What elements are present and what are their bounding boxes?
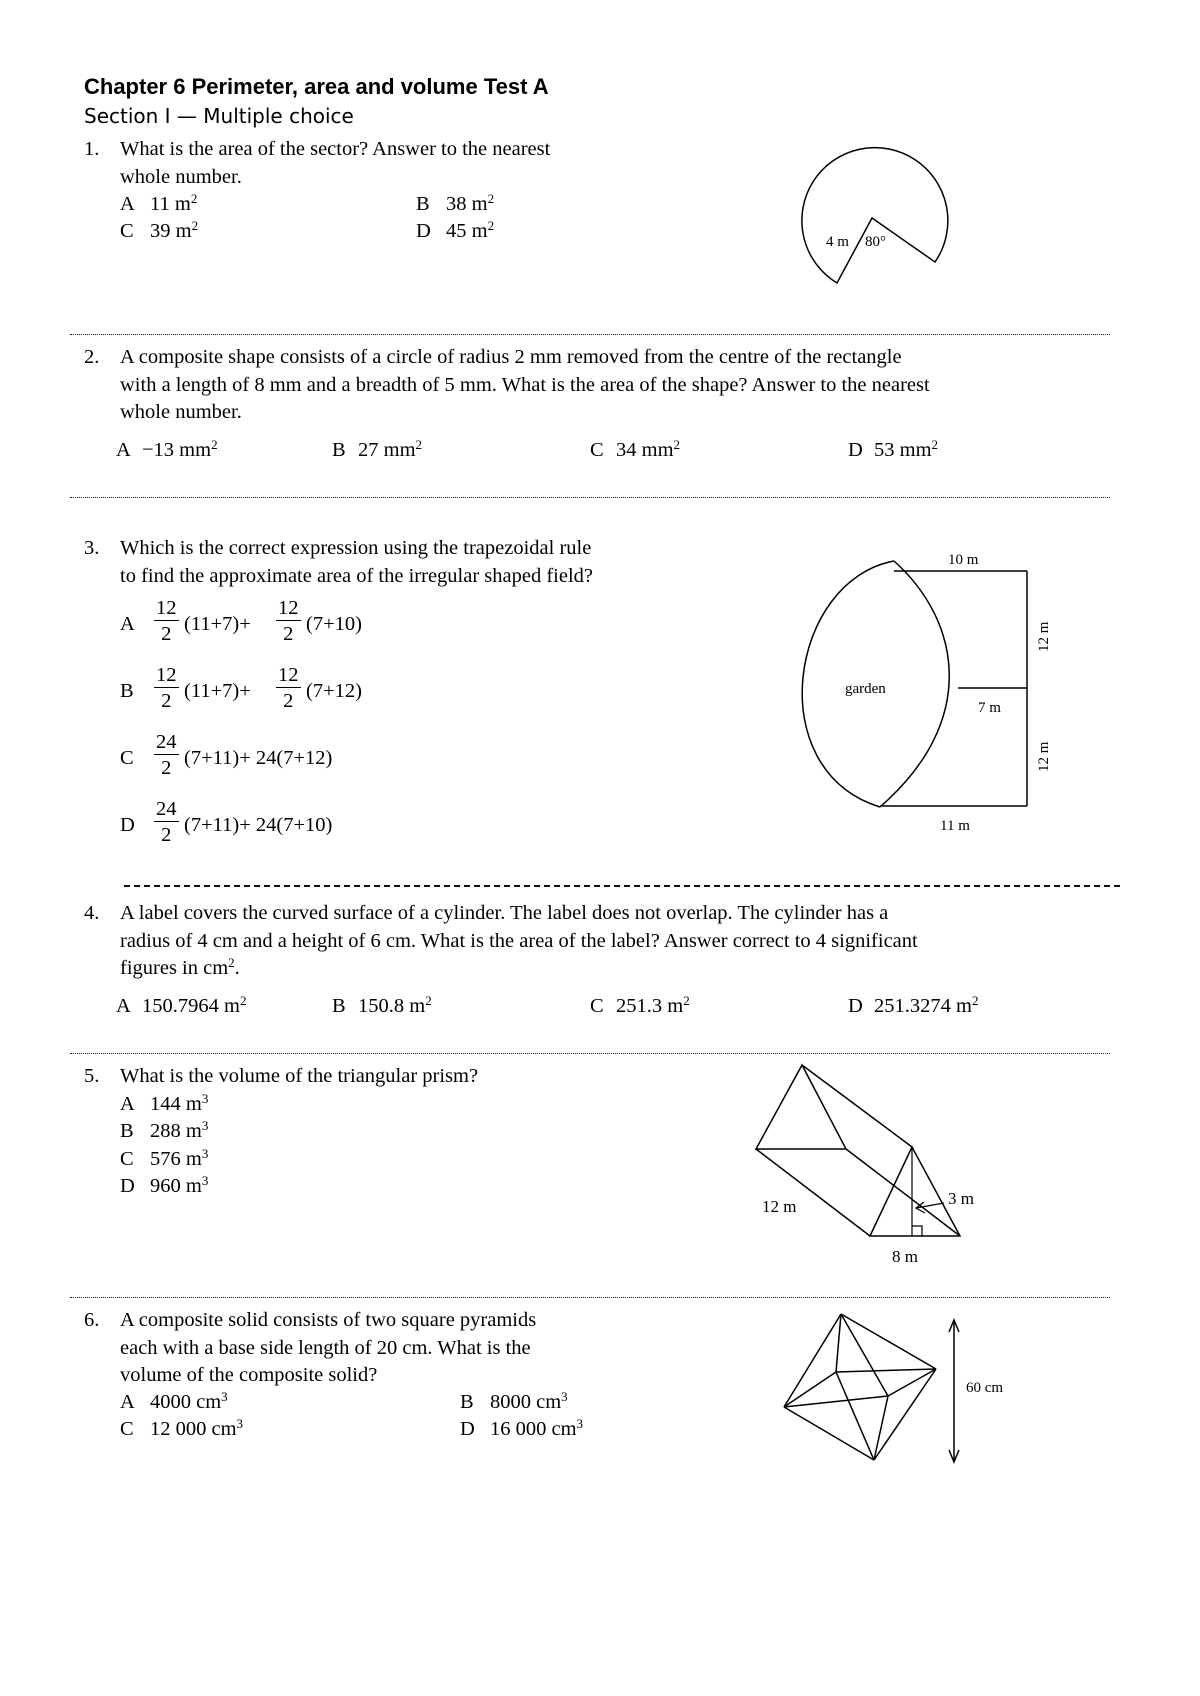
expression-part: (7+10): [306, 613, 362, 635]
question-text-line: with a length of 8 mm and a breadth of 5 mm. What is the area of the shape? Answer to the nearest: [120, 373, 930, 396]
right-angle-mark: [912, 1226, 922, 1236]
option-exponent: 3: [201, 1173, 209, 1188]
answer-option-c[interactable]: [120, 218, 198, 246]
prism-right-edge: [846, 1149, 960, 1236]
fraction: [154, 797, 179, 848]
question-divider: [124, 885, 1120, 887]
question-text-line: whole number.: [120, 401, 242, 423]
pyramid-edge: [841, 1314, 888, 1396]
question-divider: [70, 497, 1110, 498]
option-exponent: 3: [561, 1389, 568, 1404]
question-number: 6.: [84, 1309, 100, 1331]
question-divider: [70, 334, 1110, 335]
garden-right-boundary: [880, 561, 949, 807]
option-exponent: 2: [190, 191, 198, 206]
pyramid-edge: [836, 1314, 841, 1372]
option-value: 144 m: [150, 1093, 202, 1115]
option-exponent: 2: [415, 437, 423, 452]
answer-option-a[interactable]: [116, 993, 246, 1021]
question-text-line: whole number.: [120, 165, 242, 188]
sector-outline: [802, 148, 948, 283]
option-value: 11 m: [150, 193, 191, 215]
option-exponent: 2: [239, 993, 247, 1008]
answer-option-b[interactable]: [416, 191, 494, 219]
option-letter: A: [120, 193, 135, 215]
option-letter: A: [120, 613, 135, 635]
question-6: [84, 1307, 704, 1392]
fraction: [154, 596, 179, 647]
option-letter: C: [590, 439, 604, 461]
prism-length-label: 12 m: [762, 1197, 797, 1216]
garden-region-label: garden: [845, 681, 886, 697]
fraction-numerator: 24: [156, 798, 177, 820]
sector-radius-label: 4 m: [826, 234, 849, 250]
option-letter: D: [416, 220, 431, 242]
answer-option-c[interactable]: [120, 1416, 243, 1444]
prism-height-label: 3 m: [948, 1189, 974, 1208]
expression-part: (11+7)+: [184, 680, 251, 702]
option-value: 38 m: [446, 193, 488, 215]
option-exponent: 3: [221, 1389, 228, 1404]
option-letter: B: [120, 680, 134, 702]
question-text-line: What is the volume of the triangular prism?: [120, 1065, 479, 1087]
option-value: 39 m: [150, 220, 192, 242]
question-text-line: to find the approximate area of the irregular shaped field?: [120, 564, 594, 587]
option-value: 12 000 cm: [150, 1418, 237, 1440]
option-letter: B: [332, 439, 346, 461]
answer-option-a[interactable]: [120, 191, 197, 219]
option-value: 16 000 cm: [490, 1418, 577, 1440]
option-letter: C: [120, 1148, 134, 1170]
right-lower-label: 12 m: [1036, 741, 1052, 772]
option-letter: B: [416, 193, 430, 215]
fraction: [276, 663, 301, 714]
pyramid-edge: [841, 1314, 936, 1369]
answer-option-b[interactable]: [120, 1118, 208, 1146]
option-letter: D: [848, 995, 863, 1017]
option-letter: A: [120, 1391, 135, 1413]
double-pyramid-diagram: [770, 1300, 1004, 1480]
option-exponent: 3: [576, 1416, 584, 1431]
option-exponent: 2: [191, 218, 199, 233]
fraction-denominator: 2: [283, 690, 294, 712]
option-exponent: 3: [201, 1091, 209, 1106]
question-1: [84, 136, 704, 196]
pyramid-edge: [784, 1407, 874, 1460]
fraction: [154, 730, 179, 781]
option-value: −13 mm: [142, 439, 212, 461]
option-exponent: 2: [971, 993, 979, 1008]
fraction-denominator: 2: [161, 824, 172, 846]
option-value: 27 mm: [358, 439, 416, 461]
text-exponent: 2: [228, 955, 235, 970]
prism-back-triangle: [870, 1147, 960, 1236]
prism-left-edge: [756, 1149, 870, 1236]
fraction-numerator: 12: [156, 597, 177, 619]
question-text-line: A composite shape consists of a circle of radius 2 mm removed from the centre of the rectangle: [120, 346, 902, 368]
question-text-line: each with a base side length of 20 cm. What is the: [120, 1336, 531, 1359]
option-value: 4000 cm: [150, 1391, 222, 1413]
answer-option-d[interactable]: [120, 1173, 208, 1201]
fraction-denominator: 2: [161, 757, 172, 779]
text-segment: figures in cm: [120, 957, 229, 979]
answer-option-a[interactable]: [120, 1091, 208, 1119]
answer-option-a[interactable]: [116, 437, 218, 465]
option-value: 576 m: [150, 1148, 202, 1170]
question-number: 4.: [84, 902, 100, 924]
fraction-denominator: 2: [161, 623, 172, 645]
option-letter: D: [848, 439, 863, 461]
right-upper-label: 12 m: [1036, 621, 1052, 652]
fraction-numerator: 12: [278, 597, 299, 619]
question-2: [84, 344, 1114, 429]
answer-option-d[interactable]: [848, 437, 938, 465]
fraction: [276, 596, 301, 647]
sector-angle-label: 80°: [865, 234, 886, 250]
pyramid-edge: [888, 1369, 936, 1396]
prism-top-edge: [802, 1065, 912, 1147]
pyramid-height-label: 60 cm: [966, 1380, 1004, 1396]
expression-part: (7+11)+ 24(7+12): [184, 747, 333, 769]
option-letter: D: [460, 1418, 475, 1440]
option-letter: A: [116, 439, 131, 461]
option-value: 8000 cm: [490, 1391, 562, 1413]
question-text-line: volume of the composite solid?: [120, 1364, 378, 1386]
answer-option-a[interactable]: [120, 1389, 228, 1417]
option-exponent: 2: [931, 437, 939, 452]
pyramid-edge: [784, 1396, 888, 1407]
question-text-line: A label covers the curved surface of a cylinder. The label does not overlap. The cylinder has a: [120, 902, 889, 924]
question-text-line: Which is the correct expression using the trapezoidal rule: [120, 537, 592, 559]
option-letter: D: [120, 1175, 135, 1197]
answer-option-c[interactable]: [120, 1146, 208, 1174]
answer-option-b[interactable]: [120, 663, 400, 723]
expression-part: (11+7)+: [184, 613, 251, 635]
option-letter: C: [120, 220, 134, 242]
pyramid-edge: [836, 1372, 874, 1460]
option-exponent: 2: [673, 437, 681, 452]
option-value: 150.7964 m: [142, 995, 240, 1017]
fraction-numerator: 12: [156, 664, 177, 686]
question-3: [84, 535, 724, 595]
section-heading: Section I — Multiple choice: [84, 104, 354, 128]
answer-option-d[interactable]: [120, 797, 400, 857]
pyramid-edge: [836, 1369, 936, 1372]
answer-option-b[interactable]: [332, 437, 422, 465]
option-exponent: 3: [201, 1118, 209, 1133]
question-number: 3.: [84, 537, 100, 559]
option-letter: B: [460, 1391, 474, 1413]
question-divider: [70, 1297, 1110, 1298]
option-letter: C: [590, 995, 604, 1017]
question-number: 1.: [84, 138, 100, 160]
answer-option-c[interactable]: [590, 993, 690, 1021]
answer-option-b[interactable]: [332, 993, 432, 1021]
answer-option-d[interactable]: [416, 218, 494, 246]
question-number: 2.: [84, 346, 100, 368]
question-divider: [70, 1053, 1110, 1054]
garden-field-diagram: [780, 540, 1060, 840]
question-text-line: What is the area of the sector? Answer to the nearest: [120, 138, 551, 160]
option-letter: B: [120, 1120, 134, 1142]
option-value: 45 m: [446, 220, 488, 242]
prism-base-label: 8 m: [892, 1247, 918, 1266]
option-value: 150.8 m: [358, 995, 426, 1017]
page-title: Chapter 6 Perimeter, area and volume Test A: [84, 74, 549, 99]
question-4: [84, 900, 1114, 985]
answer-option-c[interactable]: [120, 730, 400, 790]
option-letter: D: [120, 814, 135, 836]
answer-option-a[interactable]: [120, 596, 400, 656]
pyramid-edge: [784, 1314, 841, 1407]
top-length-label: 10 m: [948, 552, 979, 568]
option-letter: B: [332, 995, 346, 1017]
sector-diagram: [790, 140, 960, 290]
option-exponent: 2: [211, 437, 218, 452]
middle-length-label: 7 m: [978, 700, 1001, 716]
option-exponent: 2: [425, 993, 432, 1008]
option-value: 288 m: [150, 1120, 202, 1142]
option-value: 960 m: [150, 1175, 202, 1197]
question-number: 5.: [84, 1065, 100, 1087]
triangular-prism-diagram: [740, 1058, 1000, 1268]
option-exponent: 3: [201, 1146, 209, 1161]
option-value: 251.3274 m: [874, 995, 972, 1017]
fraction-numerator: 24: [156, 731, 177, 753]
option-letter: A: [116, 995, 131, 1017]
option-value: 53 mm: [874, 439, 932, 461]
answer-option-b[interactable]: [460, 1389, 568, 1417]
fraction-denominator: 2: [283, 623, 294, 645]
option-exponent: 2: [487, 191, 495, 206]
question-text-line: A composite solid consists of two square pyramids: [120, 1309, 537, 1331]
option-exponent: 2: [487, 218, 495, 233]
answer-option-c[interactable]: [590, 437, 680, 465]
prism-front-triangle: [756, 1065, 846, 1149]
question-text-line: [120, 955, 240, 983]
text-segment: .: [234, 957, 240, 979]
expression-part: (7+12): [306, 680, 362, 702]
fraction-numerator: 12: [278, 664, 299, 686]
fraction: [154, 663, 179, 714]
question-5: [84, 1063, 704, 1093]
option-letter: A: [120, 1093, 135, 1115]
fraction-denominator: 2: [161, 690, 172, 712]
answer-option-d[interactable]: [460, 1416, 583, 1444]
option-value: 251.3 m: [616, 995, 684, 1017]
option-exponent: 3: [236, 1416, 244, 1431]
option-letter: C: [120, 1418, 134, 1440]
answer-option-d[interactable]: [848, 993, 978, 1021]
bottom-length-label: 11 m: [940, 818, 970, 834]
question-text-line: radius of 4 cm and a height of 6 cm. What is the area of the label? Answer correct to 4 significant: [120, 929, 918, 952]
option-letter: C: [120, 747, 134, 769]
expression-part: (7+11)+ 24(7+10): [184, 814, 333, 836]
option-exponent: 2: [683, 993, 690, 1008]
option-value: 34 mm: [616, 439, 674, 461]
